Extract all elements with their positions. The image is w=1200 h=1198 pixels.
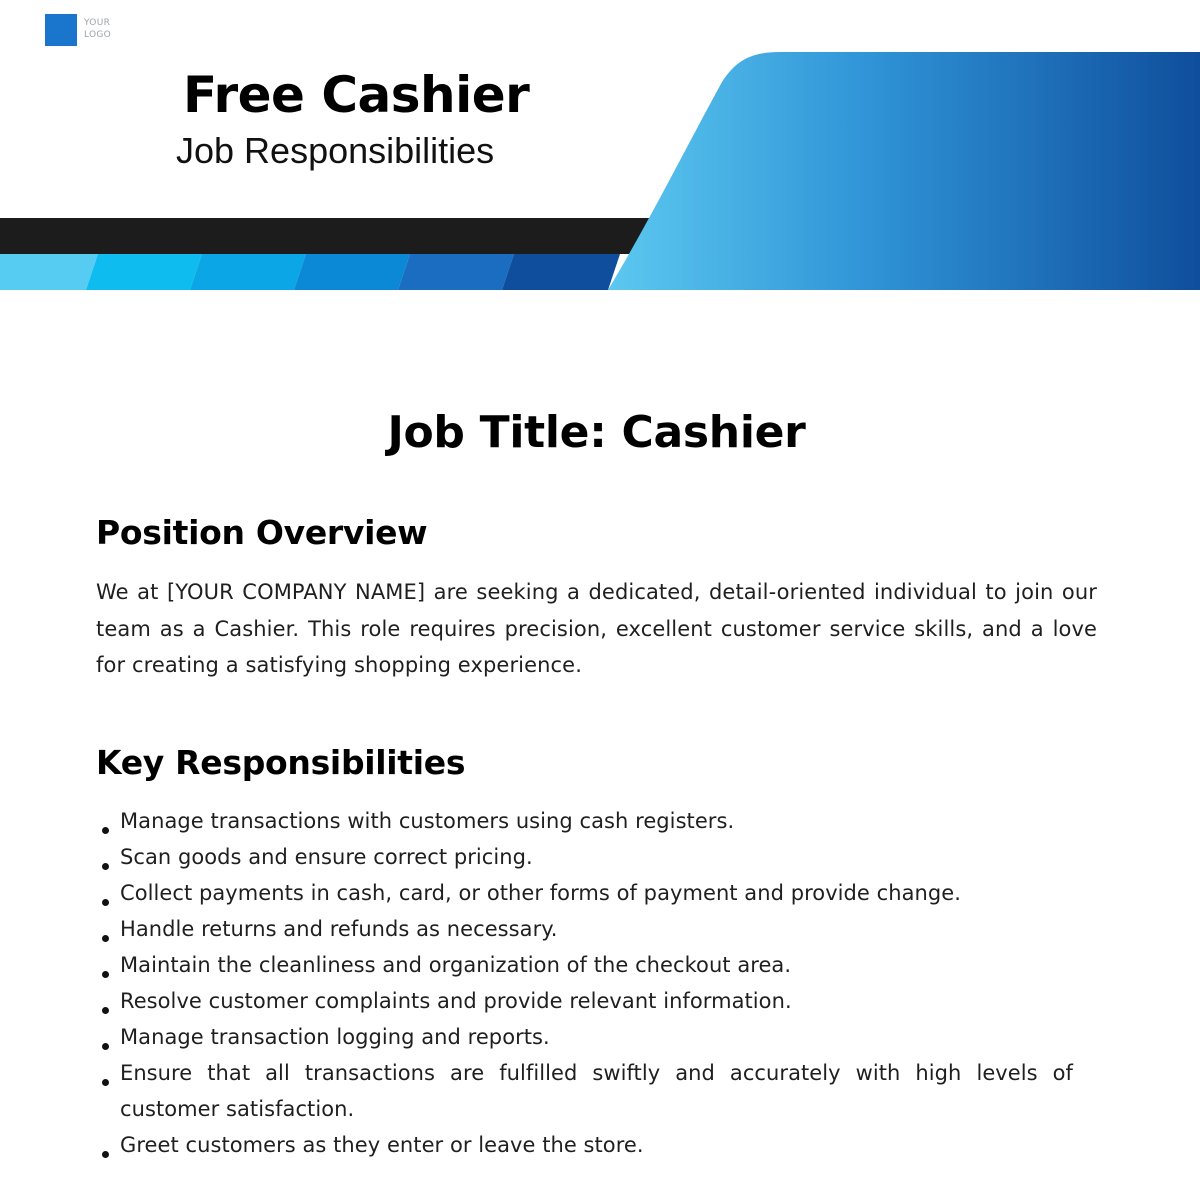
- list-item-text: Maintain the cleanliness and organization of the checkout area.: [120, 952, 792, 977]
- stripe-4: [294, 254, 410, 290]
- logo-square: [45, 14, 77, 46]
- bullet-icon: [102, 899, 109, 906]
- logo-placeholder: [84, 17, 124, 41]
- list-item: [96, 1055, 1073, 1127]
- bullet-icon: [102, 935, 109, 942]
- list-item-text: Manage transaction logging and reports.: [120, 1024, 550, 1049]
- header-title: Free Cashier: [183, 66, 530, 124]
- list-item: [96, 947, 1073, 983]
- key-responsibilities-heading: Key Responsibilities: [96, 742, 466, 782]
- bullet-icon: [102, 1043, 109, 1050]
- bullet-icon: [102, 863, 109, 870]
- list-item-text: Resolve customer complaints and provide relevant information.: [120, 988, 792, 1013]
- bullet-icon: [102, 1079, 109, 1086]
- list-item: [96, 1127, 1073, 1163]
- bullet-icon: [102, 827, 109, 834]
- bullet-icon: [102, 971, 109, 978]
- list-item: [96, 875, 1073, 911]
- list-item: [96, 911, 1073, 947]
- list-item: [96, 1019, 1073, 1055]
- job-title: Job Title: Cashier: [387, 407, 806, 458]
- logo-text-line2: LOGO: [84, 30, 112, 40]
- bullet-icon: [102, 1007, 109, 1014]
- document-body: [96, 400, 1097, 1163]
- list-item: [96, 803, 1073, 839]
- list-item-text: Manage transactions with customers using cash registers.: [120, 808, 735, 833]
- responsibilities-list: [96, 803, 1073, 1163]
- position-overview-text: We at [YOUR COMPANY NAME] are seeking a dedicated, detail-oriented individual to join our team as a Cashier. This role requires precision, excellent customer service skills, and a love for creating a satisfying shopping experience.: [96, 580, 1097, 677]
- list-item-text: Scan goods and ensure correct pricing.: [120, 844, 533, 869]
- list-item-text: Handle returns and refunds as necessary.: [120, 916, 558, 941]
- list-item: [96, 983, 1073, 1019]
- list-item-text: Greet customers as they enter or leave the store.: [120, 1132, 644, 1157]
- list-item-text: Collect payments in cash, card, or other forms of payment and provide change.: [120, 880, 961, 905]
- header-dark-band: [0, 218, 680, 254]
- stripe-6: [502, 254, 620, 290]
- stripe-3: [190, 254, 306, 290]
- position-overview-heading: Position Overview: [96, 513, 428, 552]
- stripe-5: [398, 254, 514, 290]
- list-item: [96, 839, 1073, 875]
- header-subtitle: Job Responsibilities: [176, 130, 495, 171]
- logo-text-line1: YOUR: [84, 18, 111, 28]
- bullet-icon: [102, 1151, 109, 1158]
- stripe-1: [0, 254, 98, 290]
- list-item-text: Ensure that all transactions are fulfilled swiftly and accurately with high levels of customer satisfaction.: [120, 1060, 1073, 1121]
- header-blue-wave: [608, 52, 1200, 290]
- stripe-2: [86, 254, 202, 290]
